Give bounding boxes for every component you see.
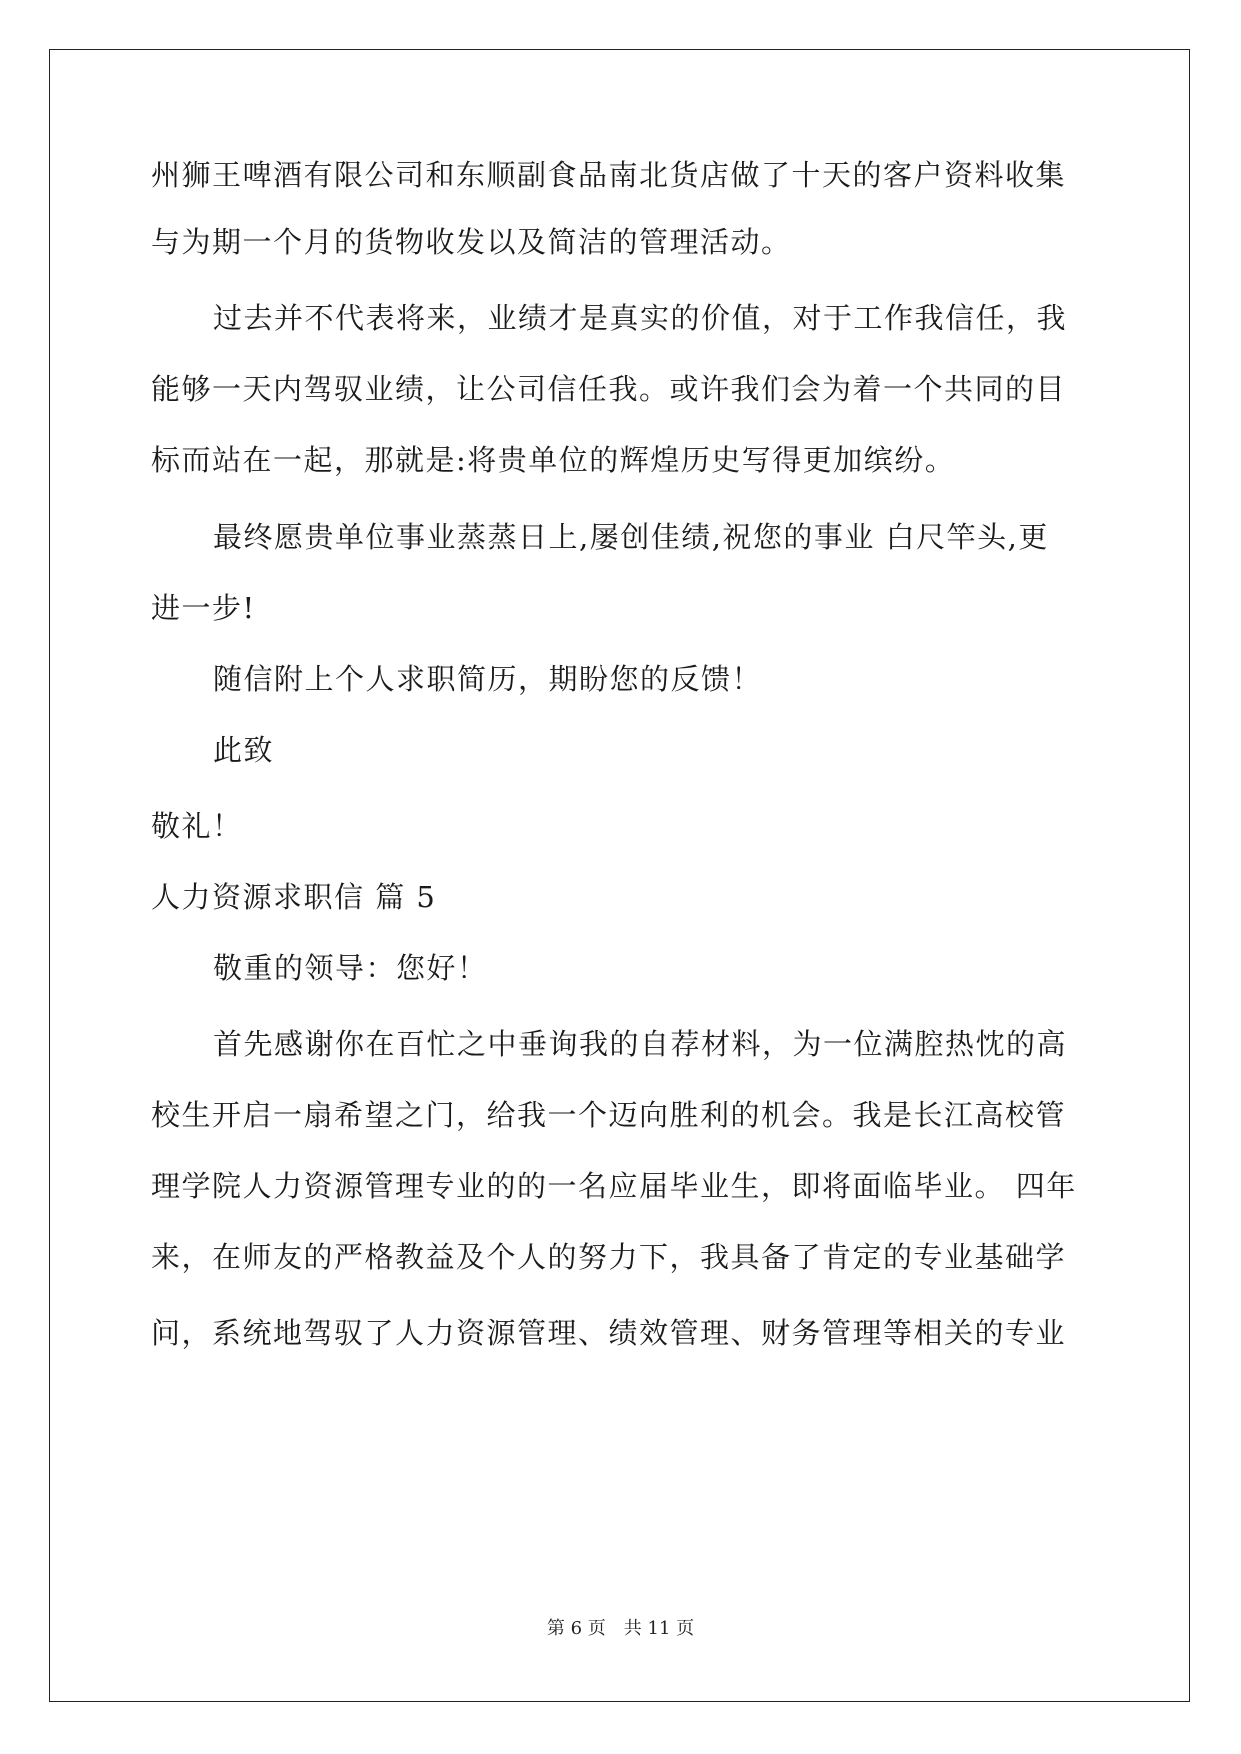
body-line: 来，在师友的严格教益及个人的努力下，我具备了肯定的专业基础学 bbox=[151, 1240, 1067, 1274]
page-border bbox=[49, 49, 1190, 1702]
body-line: 随信附上个人求职简历，期盼您的反馈！ bbox=[213, 662, 763, 696]
body-line: 进一步! bbox=[151, 591, 256, 625]
body-line: 州狮王啤酒有限公司和东顺副食品南北货店做了十天的客户资料收集 bbox=[151, 158, 1067, 192]
body-line: 理学院人力资源管理专业的的一名应届毕业生，即将面临毕业。 四年 bbox=[151, 1169, 1077, 1203]
page-number-footer: 第 6 页 共 11 页 bbox=[546, 1618, 695, 1639]
salutation-line: 敬礼！ bbox=[151, 809, 243, 843]
section-heading: 人力资源求职信 篇 5 bbox=[151, 880, 437, 914]
closing-line: 此致 bbox=[213, 733, 275, 767]
body-line: 能够一天内驾驭业绩，让公司信任我。或许我们会为着一个共同的目 bbox=[151, 372, 1067, 406]
body-line: 校生开启一扇希望之门，给我一个迈向胜利的机会。我是长江高校管 bbox=[151, 1098, 1067, 1132]
body-line: 问，系统地驾驭了人力资源管理、绩效管理、财务管理等相关的专业 bbox=[151, 1316, 1067, 1350]
body-line: 最终愿贵单位事业蒸蒸日上,屡创佳绩,祝您的事业 白尺竿头,更 bbox=[213, 520, 1049, 554]
body-line: 标而站在一起，那就是:将贵单位的辉煌历史写得更加缤纷。 bbox=[151, 443, 956, 477]
body-line: 与为期一个月的货物收发以及简洁的管理活动。 bbox=[151, 225, 792, 259]
greeting-line: 敬重的领导：您好！ bbox=[213, 951, 488, 985]
body-line: 过去并不代表将来，业绩才是真实的价值，对于工作我信任，我 bbox=[213, 301, 1068, 335]
body-line: 首先感谢你在百忙之中垂询我的自荐材料，为一位满腔热忱的高 bbox=[213, 1027, 1068, 1061]
